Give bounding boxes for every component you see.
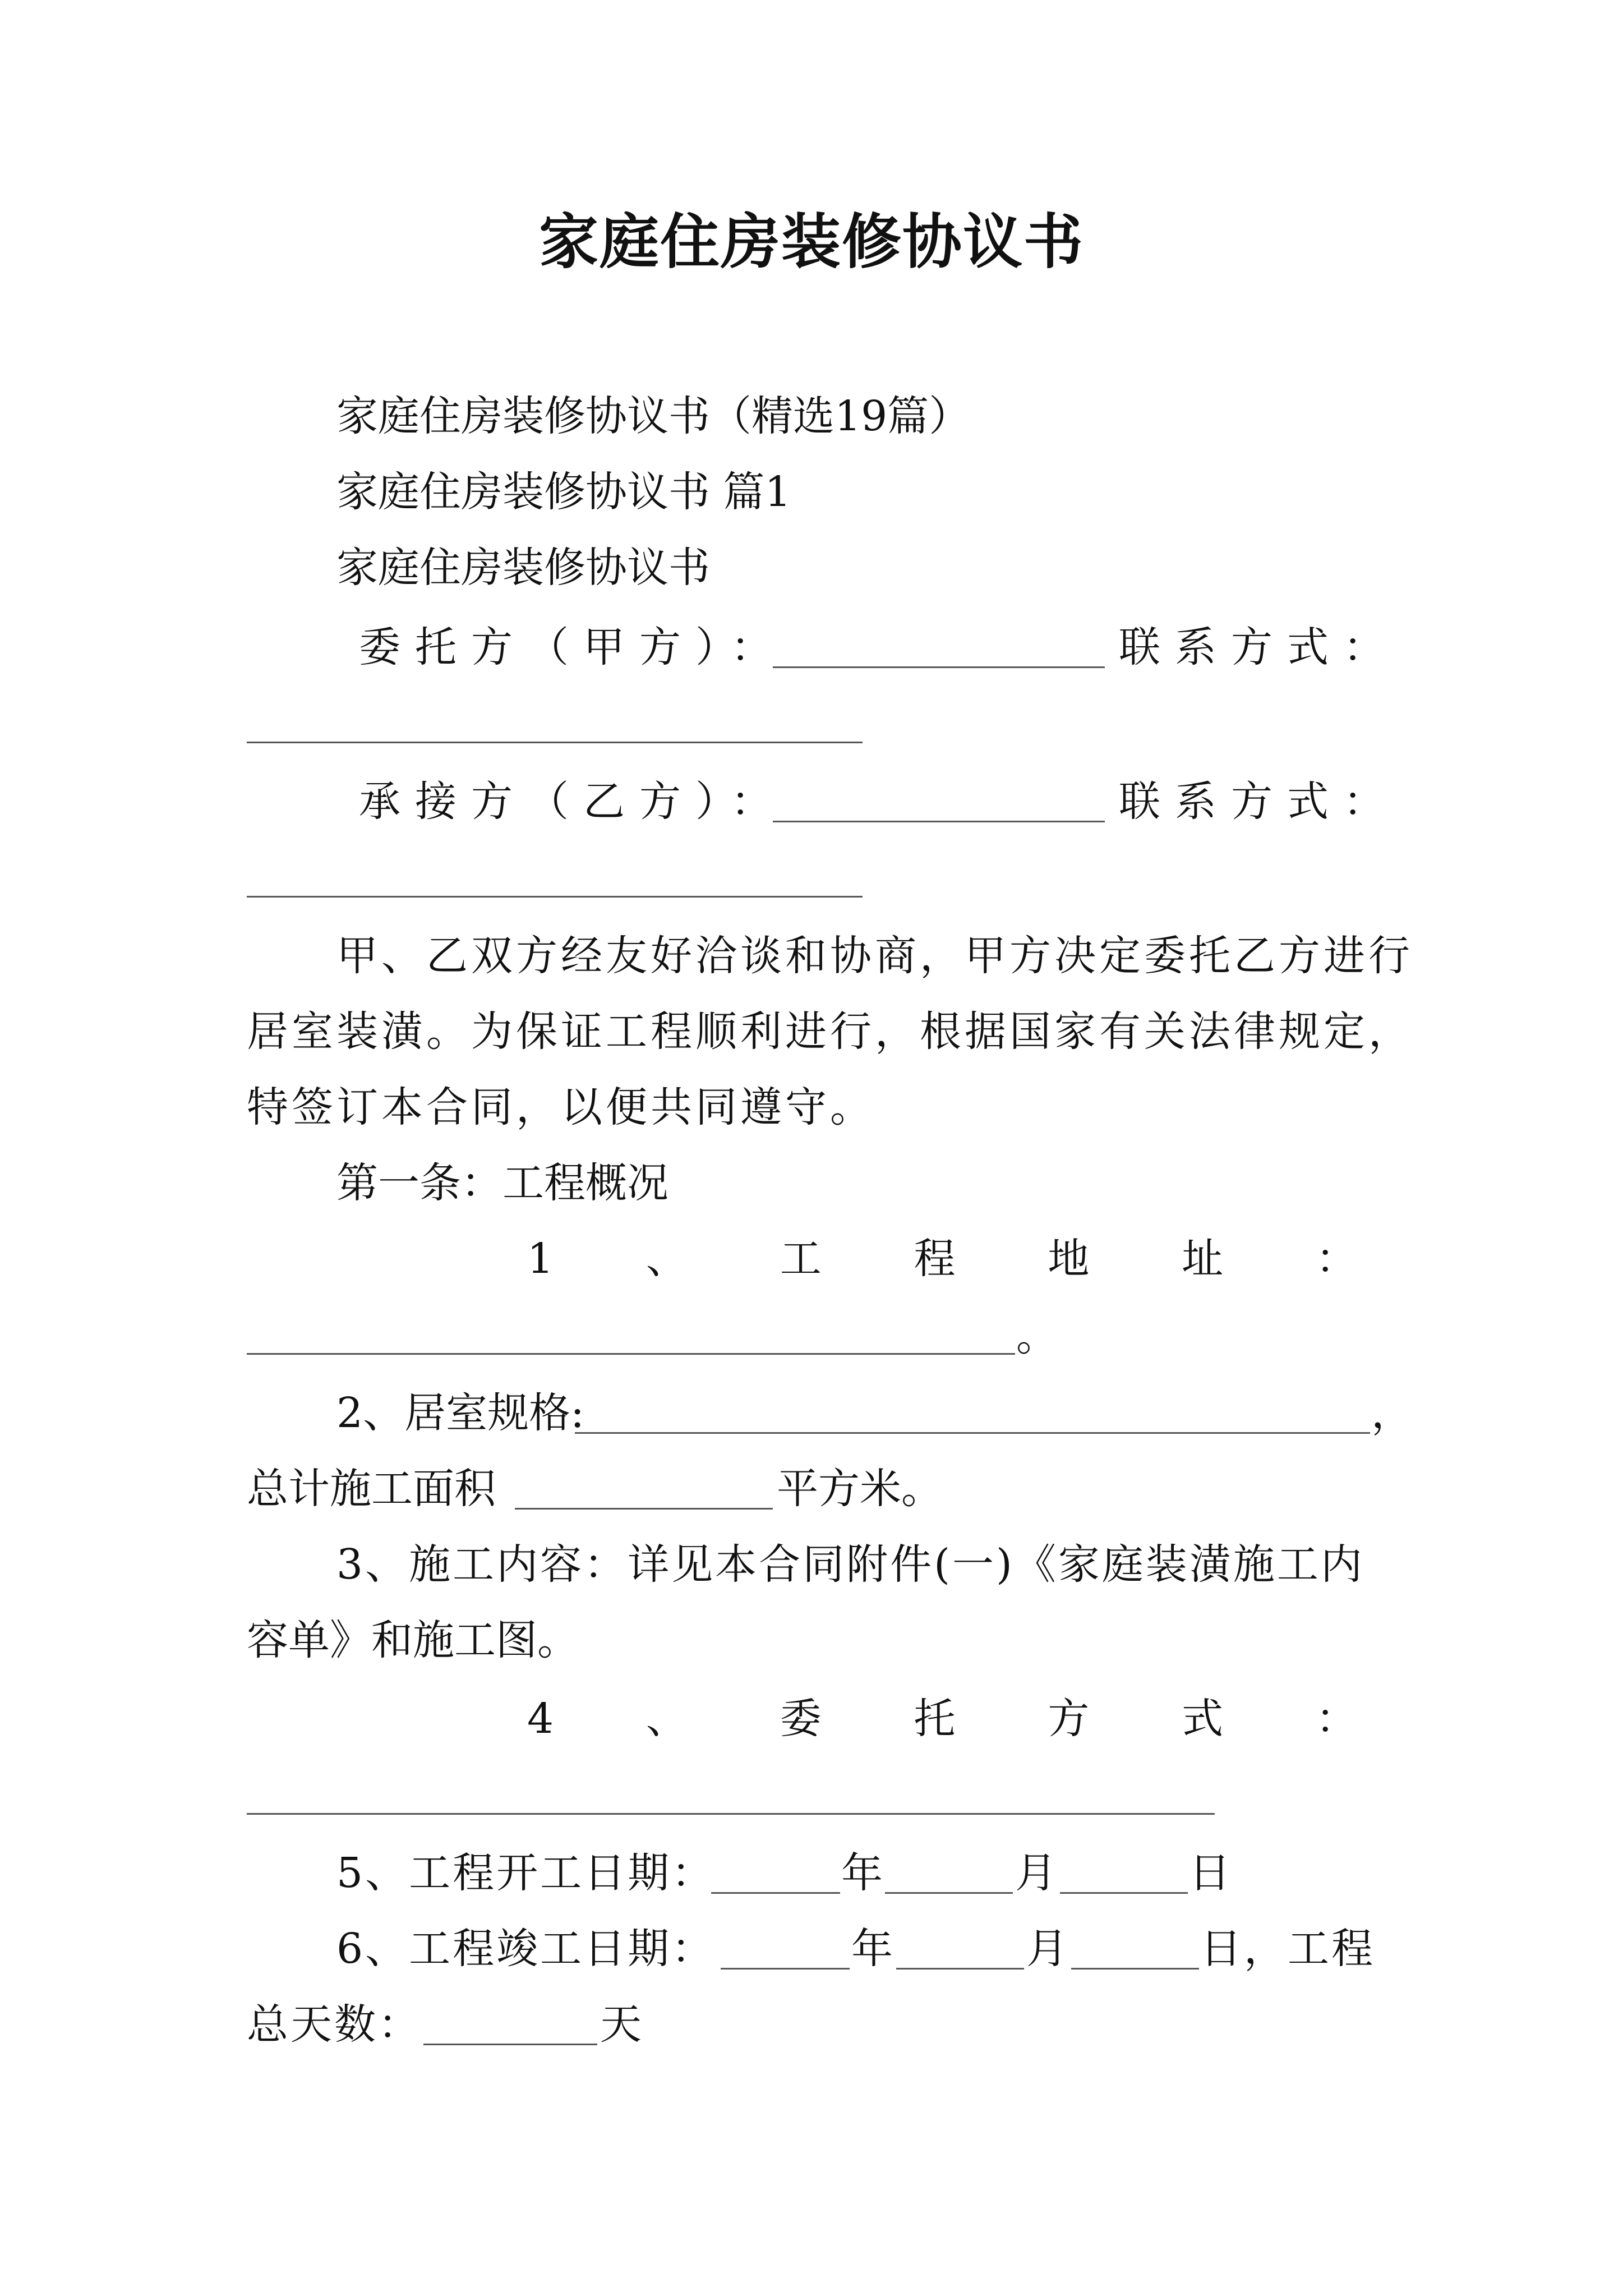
item2-label: 2、居室规格: (336, 1389, 585, 1437)
item6-tail: ，工程 (1244, 1925, 1375, 1973)
item6-year-blank (721, 1968, 850, 1970)
item4-char: 方 (1048, 1695, 1090, 1743)
item6-month: 月 (1026, 1925, 1068, 1973)
item6-day: 日 (1200, 1925, 1242, 1973)
document-title: 家庭住房装修协议书 (539, 206, 1084, 277)
party-a-contact-label: 联系方式： (1119, 623, 1399, 671)
item5-month-blank (885, 1892, 1013, 1894)
item1-end-mark: 。 (1016, 1312, 1058, 1360)
item5-label: 5、工程开工日期： (336, 1849, 716, 1897)
party-b-label: 承接方（乙方）： (359, 777, 787, 826)
item4-char: 委 (780, 1695, 822, 1743)
item3-line2: 容单》和施工图。 (247, 1616, 579, 1664)
party-b-contact-blank (247, 896, 863, 898)
party-a-contact-blank (247, 742, 863, 743)
para1-line3: 特签订本合同，以便共同遵守。 (247, 1083, 875, 1131)
para1-line1: 甲、乙双方经友好洽谈和协商，甲方决定委托乙方进行 (336, 932, 1413, 980)
item5-day-blank (1060, 1892, 1188, 1894)
item6-total-days-label: 总天数： (247, 2000, 422, 2049)
item4-label (527, 1695, 1357, 1743)
item4-char: ： (1315, 1695, 1357, 1743)
section-heading: 家庭住房装修协议书 (336, 544, 710, 592)
party-a-label: 委托方（甲方）： (359, 623, 787, 671)
party-a-name-blank (773, 666, 1105, 668)
item5-year: 年 (841, 1849, 883, 1897)
item6-label: 6、工程竣工日期： (336, 1925, 716, 1973)
item6-year: 年 (851, 1925, 893, 1973)
item1-char: 工 (780, 1235, 822, 1283)
item2-spec-blank (575, 1432, 1370, 1434)
item5-year-blank (711, 1892, 840, 1894)
item1-char: 地 (1048, 1235, 1090, 1283)
item4-char: 、 (645, 1695, 688, 1743)
item4-char: 托 (914, 1695, 956, 1743)
item6-total-days-blank (423, 2044, 597, 2045)
item4-method-blank (247, 1813, 1215, 1815)
item1-char: 、 (645, 1235, 688, 1283)
item2-area-blank (515, 1508, 773, 1510)
item1-char: 址 (1182, 1235, 1224, 1283)
subtitle-line: 家庭住房装修协议书（精选19篇） (336, 392, 971, 440)
item2-comma: ， (1371, 1389, 1413, 1437)
item2-unit: 平方米。 (777, 1465, 943, 1513)
party-b-name-blank (773, 821, 1105, 822)
item5-day: 日 (1189, 1849, 1230, 1897)
item4-char: 式 (1182, 1695, 1224, 1743)
item2-area-label: 总计施工面积 (247, 1465, 496, 1513)
item1-char: 1 (527, 1235, 554, 1283)
item1-char: ： (1315, 1235, 1357, 1283)
item3-line1: 3、施工内容：详见本合同附件(一)《家庭装潢施工内 (336, 1540, 1364, 1589)
item6-month-blank (896, 1968, 1024, 1970)
article-1-heading: 第一条：工程概况 (336, 1159, 668, 1207)
item1-address-blank (247, 1353, 1015, 1355)
item5-month: 月 (1015, 1849, 1057, 1897)
item6-day-blank (1071, 1968, 1199, 1970)
item1-char: 程 (914, 1235, 956, 1283)
item1-label (527, 1235, 1357, 1283)
chapter-line: 家庭住房装修协议书 篇1 (336, 468, 791, 516)
party-b-contact-label: 联系方式： (1119, 777, 1399, 826)
item4-char: 4 (527, 1695, 554, 1743)
para1-line2: 居室装潢。为保证工程顺利进行，根据国家有关法律规定， (247, 1007, 1413, 1056)
item6-days-unit: 天 (600, 2000, 642, 2049)
